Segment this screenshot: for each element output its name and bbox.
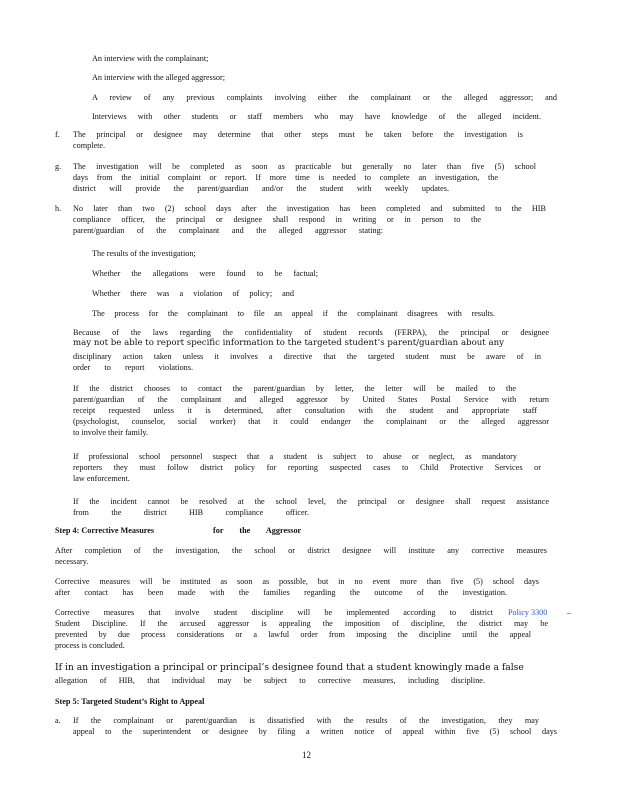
- item-g-line: district will provide the parent/guardian and/or the student with weekly updates.: [73, 184, 449, 193]
- list-letter: a.: [55, 716, 61, 725]
- bullet-text: Whether there was a violation of policy; and: [92, 289, 294, 298]
- mail-paragraph-line: If the district chooses to contact the parent/guardian by letter, the letter will be mailed to the: [73, 384, 516, 393]
- step4-paragraph-line: prevented by due process considerations or a lawful order from imposing the discipline until the appeal: [55, 630, 531, 639]
- ferpa-paragraph-line: order to report violations.: [73, 363, 193, 372]
- step4-paragraph-line: after contact has been made with the families regarding the outcome of the investigation.: [55, 588, 507, 597]
- unresolved-paragraph-line: If the incident cannot be resolved at the school level, the principal or designee shall request assistance: [73, 497, 549, 506]
- item-h-line: parent/guardian of the complainant and the alleged aggressor stating:: [73, 226, 383, 235]
- bullet-text: Whether the allegations were found to be factual;: [92, 269, 318, 278]
- step5-paragraph-line: If the complainant or parent/guardian is dissatisfied with the results of the investigation, they may: [73, 716, 539, 725]
- mail-paragraph-line: parent/guardian of the complainant and alleged aggressor by United States Postal Service with return: [73, 395, 549, 404]
- page-number: 12: [302, 750, 311, 760]
- unresolved-paragraph-line: from the district HIB compliance officer.: [73, 508, 309, 517]
- step4-false-allegation-line: allegation of HIB, that individual may be subject to corrective measures, including discipline.: [55, 676, 485, 685]
- cps-paragraph-line: If professional school personnel suspect that a student is subject to abuse or neglect, as mandatory: [73, 452, 517, 461]
- cps-paragraph-line: law enforcement.: [73, 474, 130, 483]
- step4-false-allegation-line: If in an investigation a principal or principal’s designee found that a student knowingly made a false: [55, 662, 524, 673]
- step4-paragraph-line: After completion of the investigation, the school or district designee will institute any corrective measures: [55, 546, 547, 555]
- step4-paragraph-line: Corrective measures will be instituted as soon as possible, but in no event more than five (5) school days: [55, 577, 539, 586]
- bullet-text: The process for the complainant to file an appeal if the complainant disagrees with results.: [92, 309, 495, 318]
- step4-paragraph-line: Corrective measures that involve student discipline will be implemented according to district: [55, 608, 493, 617]
- list-letter: f.: [55, 130, 60, 139]
- bullet-text: An interview with the complainant;: [92, 54, 209, 63]
- step4-paragraph-line: process is concluded.: [55, 641, 125, 650]
- cps-paragraph-line: reporters they must follow district policy for reporting suspected cases to Child Protective Services or: [73, 463, 541, 472]
- ferpa-paragraph-line: disciplinary action taken unless it involves a directive that the targeted student must be aware of in: [73, 352, 541, 361]
- list-letter: g.: [55, 162, 62, 171]
- step4-heading: Step 4: Corrective Measures: [55, 526, 155, 535]
- item-g-line: days from the initial complaint or report. If more time is needed to complete an investigation, the: [73, 173, 498, 182]
- mail-paragraph-line: to involve their family.: [73, 428, 148, 437]
- item-f-line: complete.: [73, 141, 106, 150]
- ferpa-paragraph-line: may not be able to report specific information to the targeted student’s parent/guardian about any: [73, 338, 504, 348]
- bullet-text: An interview with the alleged aggressor;: [92, 73, 226, 82]
- policy-3300-link[interactable]: Policy 3300: [508, 608, 548, 617]
- step4-paragraph-line: necessary.: [55, 557, 89, 566]
- item-g-line: The investigation will be completed as soon as practicable but generally no later than five (5) school: [73, 162, 536, 171]
- bullet-text: Interviews with other students or staff members who may have knowledge of the alleged incident.: [92, 112, 541, 121]
- mail-paragraph-line: (psychologist, counselor, social worker) that it could endanger the complainant or the alleged aggressor: [73, 417, 549, 426]
- ferpa-paragraph-line: Because of the laws regarding the confidentiality of student records (FERPA), the principal or designee: [73, 328, 549, 337]
- item-h-line: No later than two (2) school days after the investigation has been completed and submitted to the HIB: [73, 204, 546, 213]
- dash: –: [567, 608, 572, 617]
- step5-paragraph-line: appeal to the superintendent or designee by filing a written notice of appeal within five (5) school days: [73, 727, 557, 736]
- step4-paragraph-line: Student Discipline. If the accused aggressor is appealing the imposition of discipline, the district may be: [55, 619, 548, 628]
- bullet-text: A review of any previous complaints involving either the complainant or the alleged aggressor; and: [92, 93, 557, 102]
- item-f-line: The principal or designee may determine that other steps must be taken before the investigation is: [73, 130, 523, 139]
- list-letter: h.: [55, 204, 62, 213]
- mail-paragraph-line: receipt requested unless it is determined, after consultation with the student and appropriate staff: [73, 406, 537, 415]
- step5-heading: Step 5: Targeted Student’s Right to Appeal: [55, 697, 205, 706]
- step4-heading-tail: for the Aggressor: [213, 526, 302, 535]
- bullet-text: The results of the investigation;: [92, 249, 196, 258]
- item-h-line: compliance officer, the principal or designee shall respond in writing or in person to the: [73, 215, 481, 224]
